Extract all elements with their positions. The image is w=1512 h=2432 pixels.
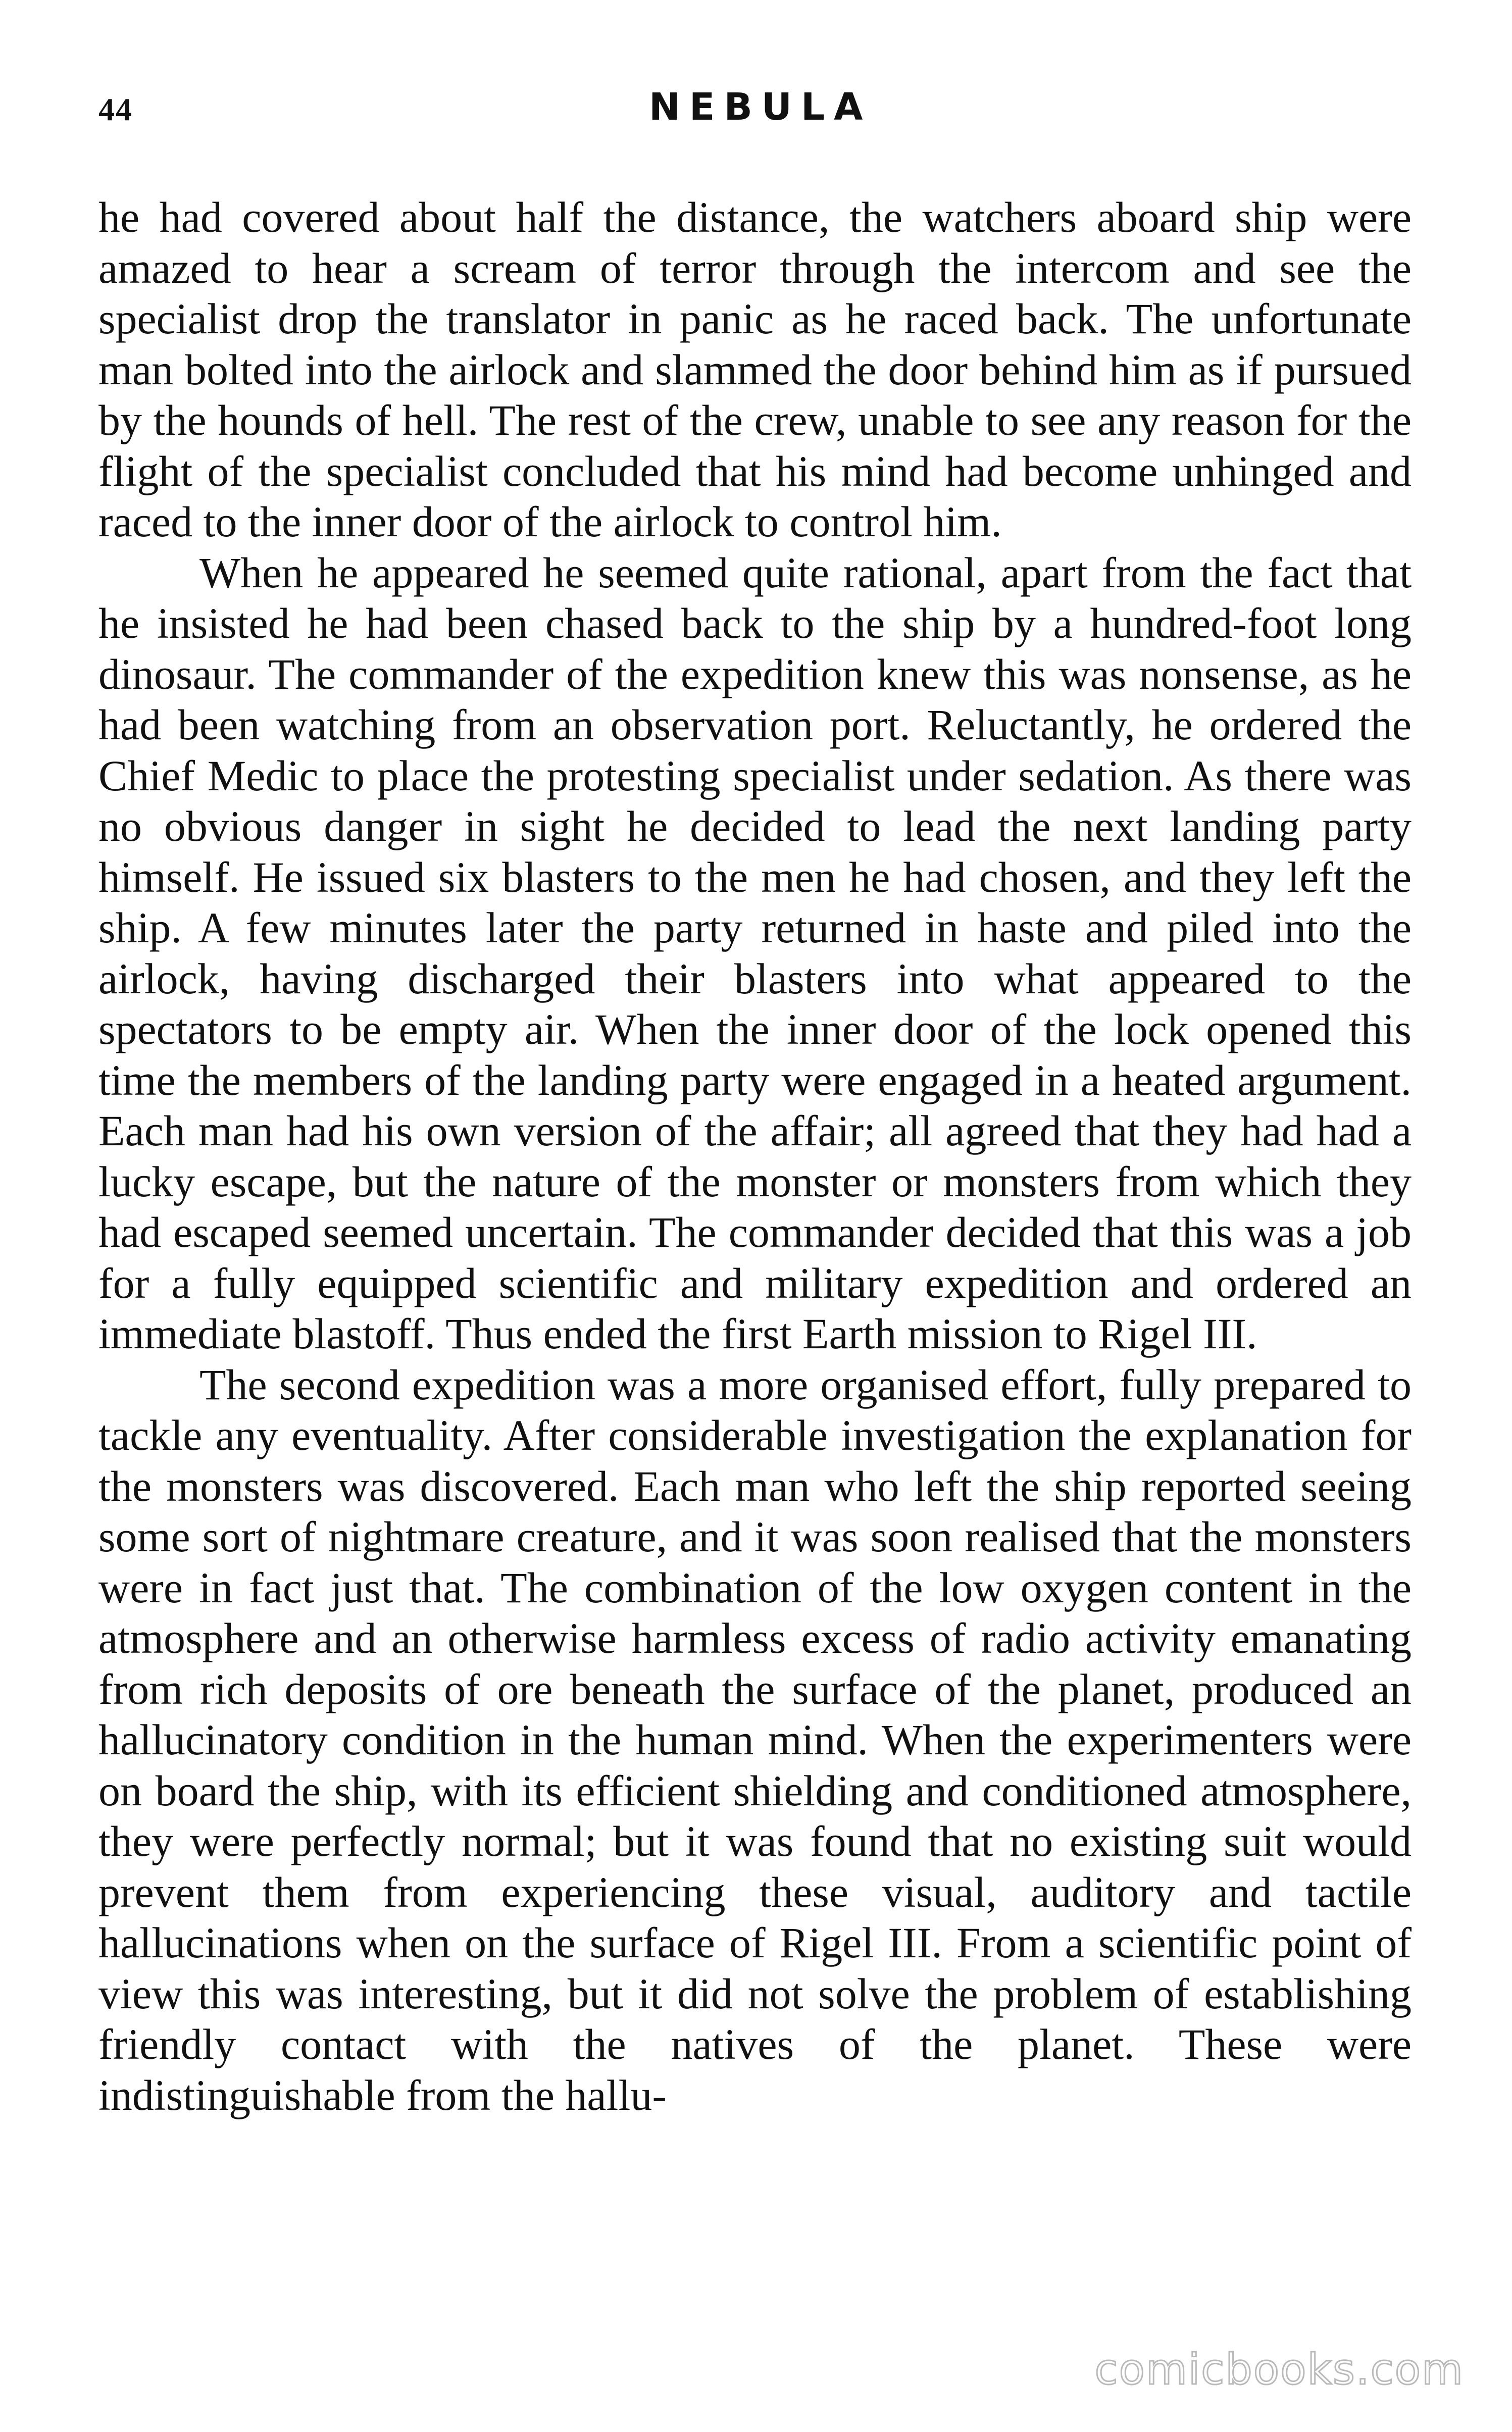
- journal-title: NEBULA: [649, 85, 872, 129]
- page-number: 44: [98, 91, 133, 127]
- paragraph-second-expedition: The second expedition was a more organised effort, fully prepared to tackle any eventuality. After considerable investigation the explanation for the monsters was discovered. Each man who left the ship reported seeing some sort of nightmare creature, and it was soon realised that the monsters were in fact just that. The combination of the low oxygen content in the atmosphere and an otherwise harmless excess of radio activity emanating from rich deposits of ore beneath the surface of the planet, produced an hallucinatory condition in the human mind. When the experimenters were on board the ship, with its efficient shielding and conditioned atmosphere, they were perfectly normal; but it was found that no existing suit would prevent them from experiencing these visual, auditory and tactile hallucinations when on the surface of Rigel III. From a scientific point of view this was interesting, but it did not solve the problem of establishing friendly contact with the natives of the planet. These were indistinguishable from the hallu-: [98, 1360, 1412, 2119]
- site-watermark: comicbooks.com: [1094, 2345, 1464, 2394]
- running-head: [98, 85, 1432, 144]
- paragraph-dinosaur-incident: When he appeared he seemed quite rational, apart from the fact that he insisted he had been chased back to the ship by a hundred-foot long dinosaur. The commander of the expedition knew this was nonsense, as he had been watching from an observation port. Reluctantly, he ordered the Chief Medic to place the protesting specialist under sedation. As there was no obvious danger in sight he decided to lead the next landing party himself. He issued six blasters to the men he had chosen, and they left the ship. A few minutes later the party returned in haste and piled into the airlock, having discharged their blasters into what appeared to the spectators to be empty air. When the inner door of the lock opened this time the members of the landing party were engaged in a heated argument. Each man had his own version of the affair; all agreed that they had had a lucky escape, but the nature of the monster or monsters from which they had escaped seemed uncertain. The commander decided that this was a job for a fully equipped scientific and military expedition and ordered an immediate blastoff. Thus ended the first Earth mission to Rigel III.: [98, 548, 1412, 1358]
- paragraph-continuation: he had covered about half the distance, the watchers aboard ship were amazed to hear a scream of terror through the intercom and see the specialist drop the translator in panic as he raced back. The unfortunate man bolted into the airlock and slammed the door behind him as if pursued by the hounds of hell. The rest of the crew, unable to see any reason for the flight of the specialist concluded that his mind had become unhinged and raced to the inner door of the airlock to control him.: [98, 193, 1412, 546]
- body-text: [98, 192, 1412, 2120]
